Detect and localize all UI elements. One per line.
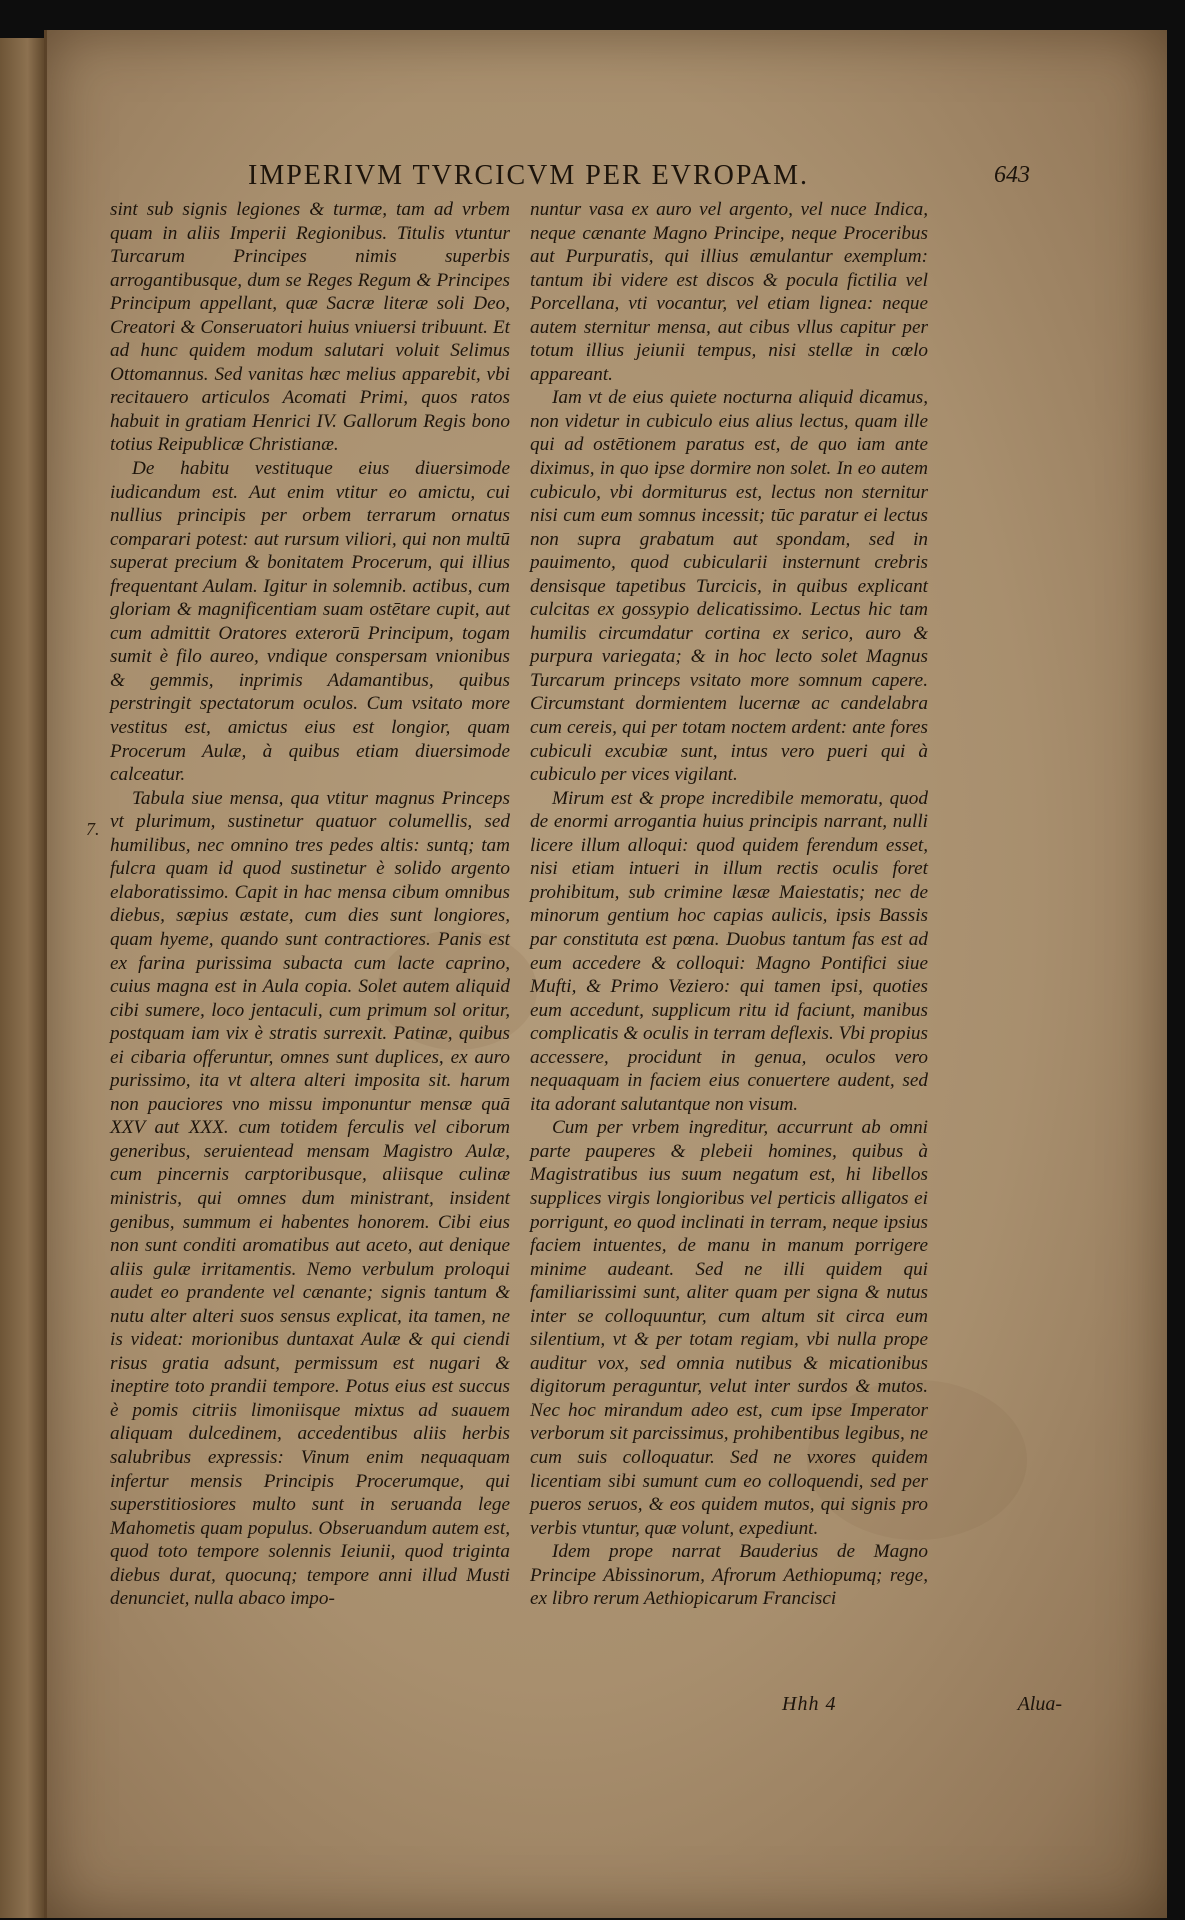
- page-number: 643: [994, 162, 1030, 188]
- paragraph: Iam vt de eius quiete nocturna aliquid dicamus, non videtur in cubiculo eius alius lectus, quam ille qui ad ostētionem paratus est, de quo iam ante diximus, in quo ipse dormire non solet. In eo autem cubiculo, vbi dormiturus est, lectus non sternitur nisi cum eum somnus incessit; tūc paratur ei lectus non supra grabatum aut spondam, sed in pauimento, quod cubicularii insternunt crebris densisque tapetibus Turcicis, in quibus explicant culcitas ex gossypio delicatissimo. Lectus hic tam humilis circumdatur cortina ex serico, auro & purpura variegata; & in hoc lecto solet Magnus Turcarum princeps vsitato more somnum capere. Circumstant dormientem lucernæ ac candelabra cum cereis, qui per totam noctem ardent: ante fores cubiculi excubiæ sunt, intus vero pueri qui à cubiculo per vices vigilant.: [530, 387, 928, 786]
- paragraph: De habitu vestituque eius diuersimode iudicandum est. Aut enim vtitur eo amictu, cui nullius principis per orbem terrarum ornatus comparari potest: aut rursum viliori, qui non multū superat precium & bonitatem Procerum, qui illius frequentant Aulam. Igitur in solemnib. actibus, cum gloriam & magnificentiam suam ostētare cupit, aut cum admittit Oratores exterorū Principum, togam sumit è filo aureo, vndique conspersam vnionibus & gemmis, inprimis Adamantibus, quibus perstringit spectatorum oculos. Cum vsitato more vestitus est, amictus eius est longior, quam Procerum Aulæ, à quibus etiam diuersimode calceatur.: [110, 458, 510, 786]
- left-column: [110, 198, 510, 1611]
- facing-page-edge: [0, 38, 48, 1918]
- page-footer: [782, 1693, 1062, 1721]
- catchword: Alua-: [1017, 1693, 1062, 1715]
- paragraph: sint sub signis legiones & turmæ, tam ad vrbem quam in aliis Imperii Regionibus. Titulis vtuntur Turcarum Principes nimis superbis arrogantibusque, dum se Reges Regum & Principes Principum appellant, quæ Sacræ literæ soli Deo, Creatori & Conseruatori huius vniuersi tribuunt. Et ad hunc quidem modum salutari voluit Selimus Ottomannus. Sed vanitas hæc melius apparebit, vbi recitauero articulos Acomati Primi, quos ratos habuit in gratiam Henrici IV. Gallorum Regis bono totius Reipublicæ Christianæ.: [110, 199, 510, 456]
- paragraph: Mirum est & prope incredibile memoratu, quod de enormi arrogantia huius principis narrant, nulli licere illum alloqui: quod quidem ferendum esset, nisi etiam intueri in illum rectis oculis foret prohibitum, sub crimine læsæ Maiestatis; nec de minorum gentium hoc capias aulicis, ipsis Bassis par constituta est pœna. Duobus tantum fas est ad eum accedere & colloqui: Magno Pontifici siue Mufti, & Primo Veziero: qui tamen ipsi, quoties eum accedunt, supplicum ritu id faciunt, manibus complicatis & oculis in terram deflexis. Vbi propius accessere, procidunt in genua, oculos vero nequaquam in faciem eius conuertere audent, sed ita adorant salutantque non visum.: [530, 787, 928, 1115]
- page-header: [200, 160, 1060, 194]
- margin-note: 7.: [86, 819, 100, 839]
- paragraph: Tabula siue mensa, qua vtitur magnus Princeps vt plurimum, sustinetur quatuor columellis, sed humilibus, nec omnino tres pedes altis: suntq; tam fulcra quam id quod sustinetur è solido argento elaboratissimo. Capit in hac mensa cibum omnibus diebus, sæpius æstate, cum dies sunt longiores, quam hyeme, quando sunt contractiores. Panis est ex farina purissima subacta cum lacte caprino, cuius magna est in Aula copia. Solet autem aliquid cibi sumere, loco jentaculi, cum primum sol oritur, postquam iam vix è stratis surrexit. Patinæ, quibus ei cibaria offeruntur, omnes sunt duplices, ex auro purissimo, ita vt altera alteri imposita sit. harum non pauciores vno missu imponuntur mensæ quā XXV aut XXX. cum totidem ferculis vel ciborum generibus, seruientead mensam Magistro Aulæ, cum pincernis carptoribusque, aliisque culinæ ministris, qui omnes dum ministrant, insident genibus, summum ei habentes honorem. Cibi eius non sunt conditi aromatibus aut aceto, aut denique aliis gulæ irritamentis. Nemo verbulum proloqui audet eo prandente vel cænante; signis tantum & nutu alter alteri suos sensus explicat, ita tamen, ne is videat: morionibus duntaxat Aulæ & qui ciendi risus gratia adsunt, permissum est nugari & ineptire toto prandii tempore. Potus eius est succus è pomis citriis limoniisque mixtus ad suauem aliquam dulcedinem, accedentibus aliis herbis salubribus expressis: Vinum enim nequaquam infertur mensis Principis Procerumque, qui superstitiosiores multo sunt in seruanda lege Mahometis quam populus. Obseruandum autem est, quod toto tempore solennis Ieiunii, quod triginta diebus durat, quocunq; tempore anni illud Musti denunciet, nulla abaco impo-: [110, 787, 510, 1610]
- paragraph: Cum per vrbem ingreditur, accurrunt ab omni parte pauperes & plebeii homines, quibus à Magistratibus ius suum negatum est, hi libellos supplices virgis longioribus vel perticis alligatos ei porrigunt, eo quod inclinati in terram, neque ipsius faciem intuentes, de manu in manum porrigere minime audeant. Sed ne illi quidem qui familiarissimi sunt, aliter quam per signa & nutus inter se colloquuntur, cum altum sit circa eum silentium, vt & per totam regiam, vbi nulla prope auditur vox, sed omnia nutibus & micationibus digitorum peraguntur, velut inter surdos & mutos. Nec hoc mirandum adeo est, cum ipse Imperator verborum sit parcissimus, prohibentibus legibus, ne cum suis colloquatur. Sed ne vxores quidem licentiam sibi sumunt cum eo colloquendi, sed per pueros seruos, & eos quidem mutos, qui signis pro verbis vtuntur, quæ volunt, expediunt.: [530, 1117, 928, 1539]
- paragraph: Idem prope narrat Bauderius de Magno Principe Abissinorum, Afrorum Aethiopumq; rege, ex libro rerum Aethiopicarum Francisci: [530, 1541, 928, 1610]
- signature-mark: Hhh 4: [782, 1693, 837, 1715]
- right-column: [530, 198, 928, 1611]
- paragraph: nuntur vasa ex auro vel argento, vel nuce Indica, neque cænante Magno Principe, neque Proceribus aut Purpuratis, qui illius æmulantur exemplum: tantum ibi videre est discos & pocula fictilia vel Porcellana, vti vocantur, vel etiam lignea: neque autem sternitur mensa, aut cibus vllus capitur per totum illius jeiunii tempus, nisi stellæ in cœlo appareant.: [530, 199, 928, 385]
- running-head: IMPERIVM TVRCICVM PER EVROPAM.: [248, 160, 809, 191]
